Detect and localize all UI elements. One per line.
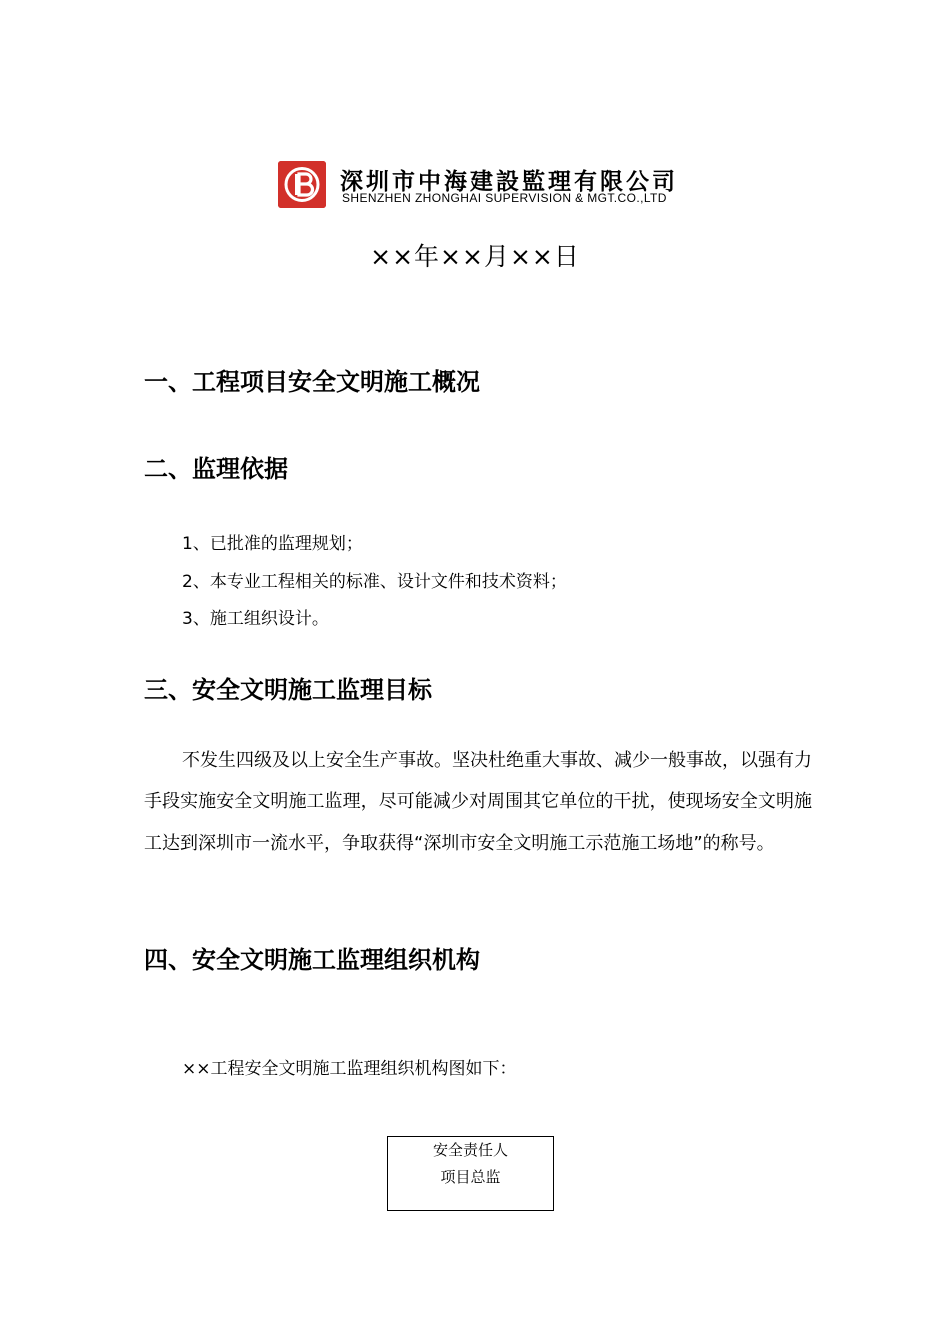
company-logo-icon [278, 161, 326, 208]
org-chart-intro: ××工程安全文明施工监理组织机构图如下： [182, 1059, 517, 1079]
company-header [278, 161, 718, 209]
section-heading-organization: 四、安全文明施工监理组织机构 [144, 946, 480, 974]
list-item: 1、已批准的监理规划； [182, 534, 363, 554]
document-date: ××年××月××日 [370, 242, 580, 271]
company-name-cn: 深圳市中海建設監理有限公司 [340, 169, 678, 195]
list-item: 3、施工组织设计。 [182, 609, 329, 629]
section-heading-goals: 三、安全文明施工监理目标 [144, 676, 432, 704]
org-box-title: 项目总监 [440, 1168, 501, 1186]
org-chart-box [387, 1136, 554, 1211]
goals-paragraph: 不发生四级及以上安全生产事故。坚决杜绝重大事故、减少一般事故，以强有力手段实施安全文明施工监理，尽可能减少对周围其它单位的干扰，使现场安全文明施工达到深圳市一流水平，争取获得“深圳市安全文明施工示范施工场地”的称号。 [144, 750, 812, 854]
section-heading-overview: 一、工程项目安全文明施工概况 [144, 368, 480, 396]
org-box-role: 安全责任人 [432, 1141, 508, 1159]
company-name-en: SHENZHEN ZHONGHAI SUPERVISION & MGT.CO.,LTD [342, 191, 667, 205]
list-item: 2、本专业工程相关的标准、设计文件和技术资料； [182, 572, 567, 592]
section-heading-basis: 二、监理依据 [144, 455, 288, 483]
